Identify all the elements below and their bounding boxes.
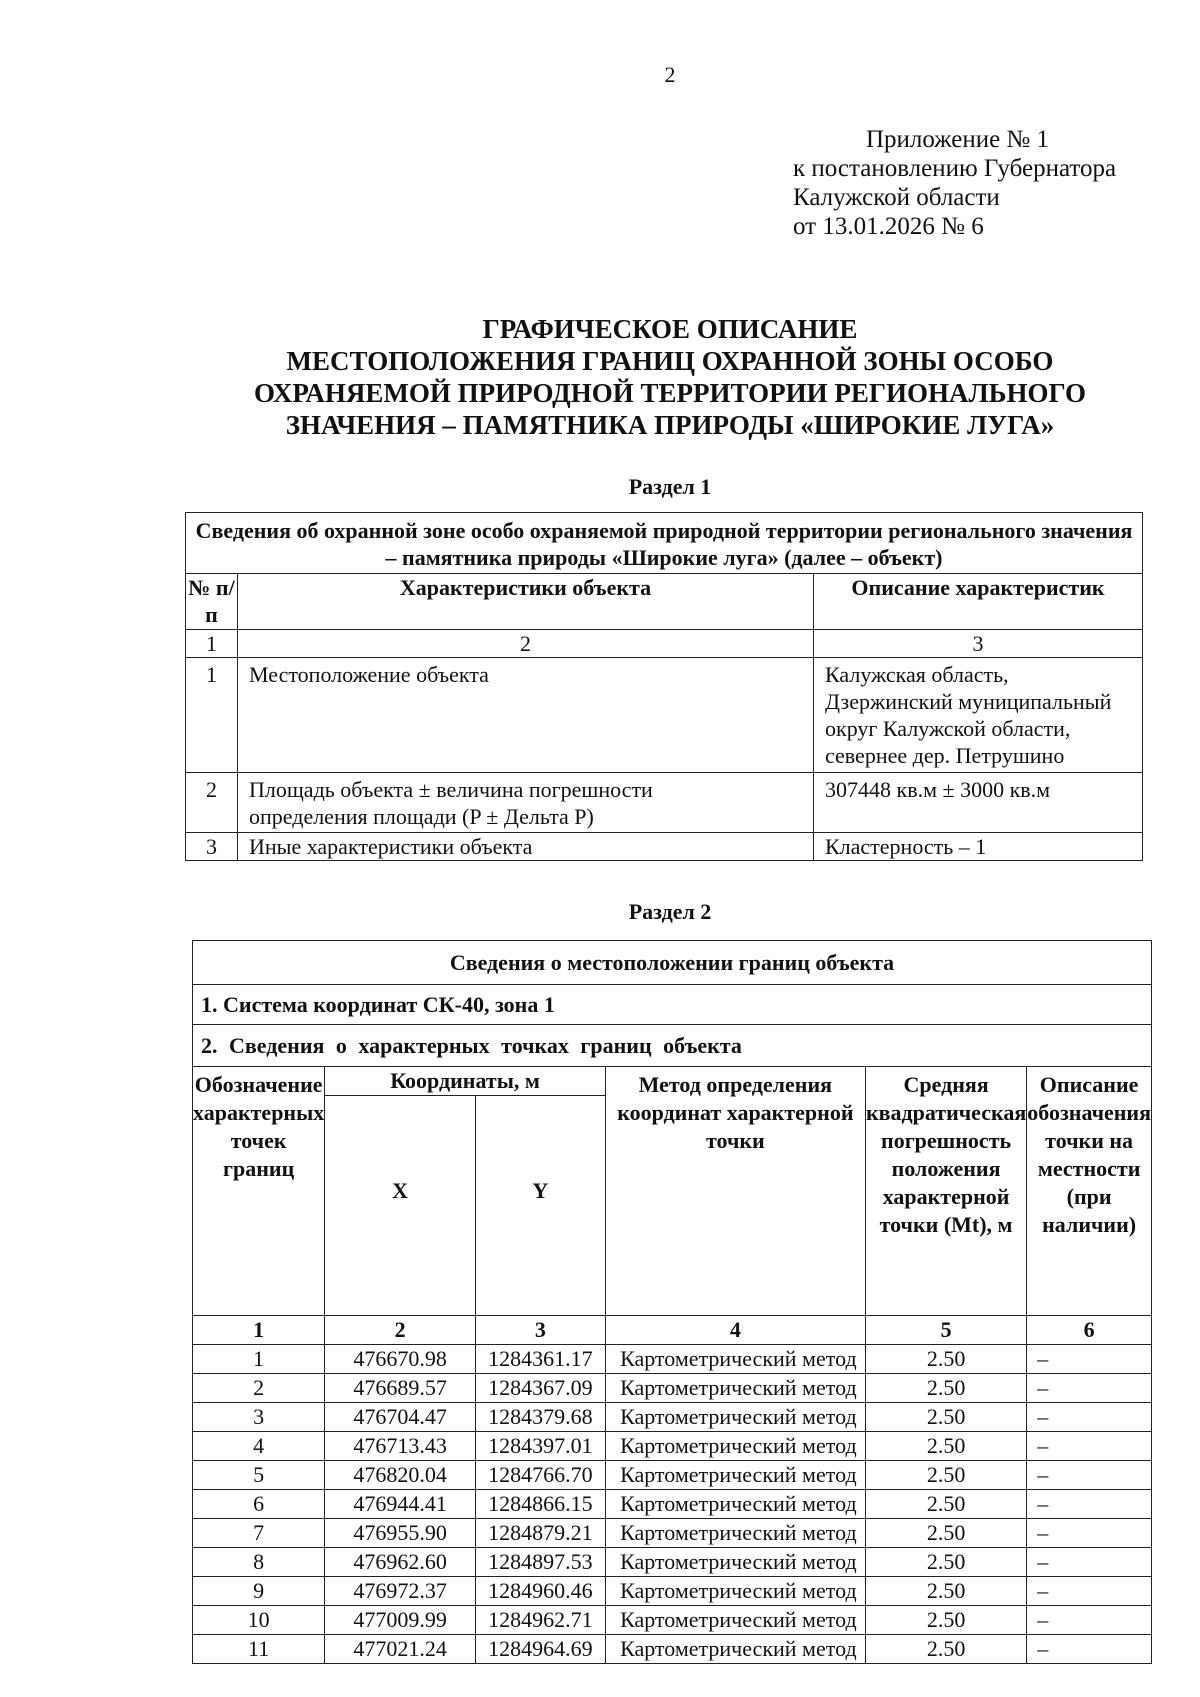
table-row xyxy=(186,658,1143,773)
point-number: 9 xyxy=(193,1577,325,1606)
row-description: Кластерность – 1 xyxy=(814,833,1143,861)
table-row xyxy=(193,1374,1152,1403)
point-method: Картометрический метод xyxy=(605,1519,865,1548)
point-x: 476820.04 xyxy=(325,1461,476,1490)
page-number: 2 xyxy=(664,62,676,87)
table-row xyxy=(186,833,1143,861)
title-line-1: ГРАФИЧЕСКОЕ ОПИСАНИЕ xyxy=(482,314,858,344)
table-row xyxy=(193,1432,1152,1461)
point-description: – xyxy=(1027,1519,1152,1548)
title-line-3: ОХРАНЯЕМОЙ ПРИРОДНОЙ ТЕРРИТОРИИ РЕГИОНАЛЬНОГО xyxy=(253,378,1087,408)
point-x: 476670.98 xyxy=(325,1345,476,1374)
point-y: 1284866.15 xyxy=(475,1490,605,1519)
point-error: 2.50 xyxy=(865,1548,1026,1577)
point-number: 11 xyxy=(193,1635,325,1664)
point-description: – xyxy=(1027,1490,1152,1519)
index-cell: 3 xyxy=(814,630,1143,658)
point-error: 2.50 xyxy=(865,1461,1026,1490)
point-description: – xyxy=(1027,1345,1152,1374)
point-number: 1 xyxy=(193,1345,325,1374)
point-error: 2.50 xyxy=(865,1374,1026,1403)
point-x: 476962.60 xyxy=(325,1548,476,1577)
point-number: 4 xyxy=(193,1432,325,1461)
row-characteristic: Площадь объекта ± величина погрешности определения площади (P ± Дельта P) xyxy=(238,773,814,833)
point-method: Картометрический метод xyxy=(605,1461,865,1490)
appendix-block xyxy=(793,125,1116,241)
point-y: 1284766.70 xyxy=(475,1461,605,1490)
point-error: 2.50 xyxy=(865,1606,1026,1635)
appendix-line-2: к постановлению Губернатора xyxy=(793,155,1117,182)
point-number: 10 xyxy=(193,1606,325,1635)
point-error: 2.50 xyxy=(865,1519,1026,1548)
row-number: 3 xyxy=(186,833,238,861)
row-number: 2 xyxy=(186,773,238,833)
point-method: Картометрический метод xyxy=(605,1432,865,1461)
point-error: 2.50 xyxy=(865,1490,1026,1519)
point-number: 7 xyxy=(193,1519,325,1548)
point-error: 2.50 xyxy=(865,1345,1026,1374)
index-cell: 5 xyxy=(865,1316,1026,1345)
header-x: X xyxy=(325,1096,476,1316)
object-info-table xyxy=(185,512,1143,861)
document-title xyxy=(0,313,1200,441)
title-line-2: МЕСТОПОЛОЖЕНИЯ ГРАНИЦ ОХРАННОЙ ЗОНЫ ОСОБО xyxy=(286,346,1054,376)
index-cell: 1 xyxy=(193,1316,325,1345)
point-description: – xyxy=(1027,1635,1152,1664)
point-error: 2.50 xyxy=(865,1635,1026,1664)
point-y: 1284879.21 xyxy=(475,1519,605,1548)
section-2-heading: Раздел 2 xyxy=(628,899,712,924)
section-1-heading: Раздел 1 xyxy=(628,474,712,499)
row-number: 1 xyxy=(186,658,238,773)
title-line-4: ЗНАЧЕНИЯ – ПАМЯТНИКА ПРИРОДЫ «ШИРОКИЕ ЛУГА» xyxy=(285,410,1055,440)
point-method: Картометрический метод xyxy=(605,1635,865,1664)
point-number: 5 xyxy=(193,1461,325,1490)
table-row xyxy=(186,773,1143,833)
header-method: Метод определения координат характерной точки xyxy=(605,1067,865,1316)
boundary-points-table xyxy=(192,940,1152,1664)
point-y: 1284361.17 xyxy=(475,1345,605,1374)
point-method: Картометрический метод xyxy=(605,1374,865,1403)
point-number: 8 xyxy=(193,1548,325,1577)
point-description: – xyxy=(1027,1461,1152,1490)
table-row xyxy=(193,1345,1152,1374)
header-point-description: Описание обозначения точки на местности (при наличии) xyxy=(1027,1067,1152,1316)
row-characteristic: Местоположение объекта xyxy=(238,658,814,773)
section-1-caption: Сведения об охранной зоне особо охраняемой природной территории регионального значения – памятника природы «Широкие луга» (далее – объект) xyxy=(186,513,1143,574)
index-cell: 3 xyxy=(475,1316,605,1345)
points-title: 2. Сведения о характерных точках границ объекта xyxy=(193,1025,1152,1067)
table-row xyxy=(193,1577,1152,1606)
table-row xyxy=(193,1519,1152,1548)
point-y: 1284962.71 xyxy=(475,1606,605,1635)
header-num: № п/п xyxy=(186,574,238,630)
header-y: Y xyxy=(475,1096,605,1316)
index-cell: 6 xyxy=(1027,1316,1152,1345)
point-error: 2.50 xyxy=(865,1403,1026,1432)
point-x: 476955.90 xyxy=(325,1519,476,1548)
point-x: 476944.41 xyxy=(325,1490,476,1519)
header-description: Описание характеристик xyxy=(814,574,1143,630)
table-row xyxy=(193,1403,1152,1432)
row-description: Калужская область, Дзержинский муниципальный округ Калужской области, севернее дер. Петрушино xyxy=(814,658,1143,773)
index-cell: 4 xyxy=(605,1316,865,1345)
appendix-line-1: Приложение № 1 xyxy=(866,126,1050,153)
point-y: 1284397.01 xyxy=(475,1432,605,1461)
index-cell: 2 xyxy=(325,1316,476,1345)
point-description: – xyxy=(1027,1577,1152,1606)
point-error: 2.50 xyxy=(865,1432,1026,1461)
table-row xyxy=(193,1635,1152,1664)
point-y: 1284367.09 xyxy=(475,1374,605,1403)
point-y: 1284897.53 xyxy=(475,1548,605,1577)
point-x: 476713.43 xyxy=(325,1432,476,1461)
point-method: Картометрический метод xyxy=(605,1345,865,1374)
point-number: 2 xyxy=(193,1374,325,1403)
point-method: Картометрический метод xyxy=(605,1606,865,1635)
row-description: 307448 кв.м ± 3000 кв.м xyxy=(814,773,1143,833)
point-description: – xyxy=(1027,1374,1152,1403)
table-row xyxy=(193,1548,1152,1577)
header-error: Средняя квадратическая погрешность положения характерной точки (Mt), м xyxy=(865,1067,1026,1316)
table-row xyxy=(193,1461,1152,1490)
point-description: – xyxy=(1027,1606,1152,1635)
point-y: 1284960.46 xyxy=(475,1577,605,1606)
table-row xyxy=(193,1490,1152,1519)
point-method: Картометрический метод xyxy=(605,1577,865,1606)
row-characteristic: Иные характеристики объекта xyxy=(238,833,814,861)
point-error: 2.50 xyxy=(865,1577,1026,1606)
point-number: 6 xyxy=(193,1490,325,1519)
point-method: Картометрический метод xyxy=(605,1490,865,1519)
point-description: – xyxy=(1027,1403,1152,1432)
section-2-caption: Сведения о местоположении границ объекта xyxy=(193,941,1152,985)
point-description: – xyxy=(1027,1548,1152,1577)
point-x: 477021.24 xyxy=(325,1635,476,1664)
point-method: Картометрический метод xyxy=(605,1548,865,1577)
point-x: 476689.57 xyxy=(325,1374,476,1403)
point-x: 476704.47 xyxy=(325,1403,476,1432)
point-y: 1284379.68 xyxy=(475,1403,605,1432)
point-x: 476972.37 xyxy=(325,1577,476,1606)
point-description: – xyxy=(1027,1432,1152,1461)
header-characteristics: Характеристики объекта xyxy=(238,574,814,630)
header-coordinates: Координаты, м xyxy=(325,1067,606,1096)
point-number: 3 xyxy=(193,1403,325,1432)
point-x: 477009.99 xyxy=(325,1606,476,1635)
point-y: 1284964.69 xyxy=(475,1635,605,1664)
coordinate-system: 1. Система координат СК-40, зона 1 xyxy=(193,985,1152,1025)
index-cell: 1 xyxy=(186,630,238,658)
header-designation: Обозначение характерных точек границ xyxy=(193,1067,325,1316)
appendix-line-3: Калужской области xyxy=(793,184,1000,211)
index-cell: 2 xyxy=(238,630,814,658)
table-row xyxy=(193,1606,1152,1635)
point-method: Картометрический метод xyxy=(605,1403,865,1432)
appendix-line-4: от 13.01.2026 № 6 xyxy=(793,213,984,240)
